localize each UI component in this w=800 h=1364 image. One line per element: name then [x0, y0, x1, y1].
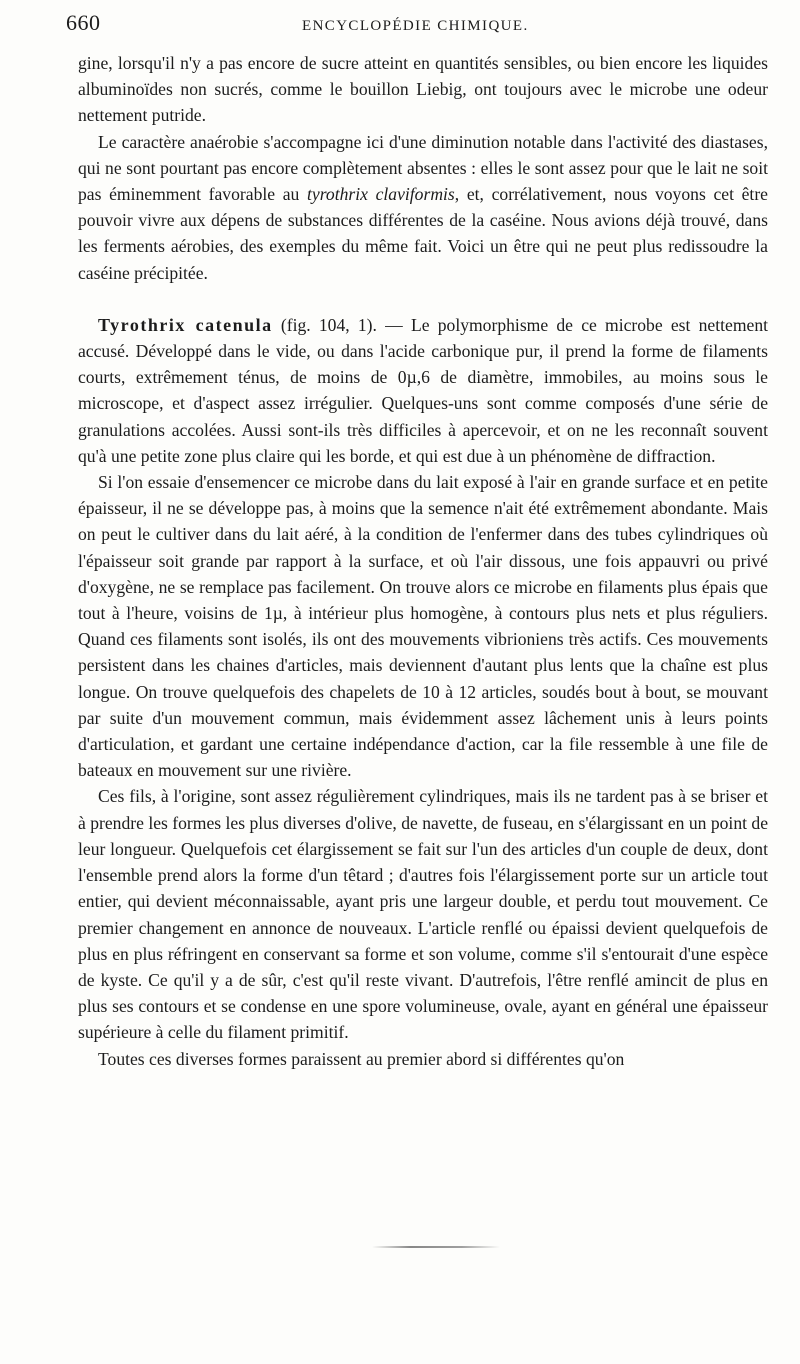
paragraph-continuation: gine, lorsqu'il n'y a pas encore de sucre atteint en quantités sensibles, ou bien encore les liquides albuminoïdes non sucrés, comme le bouillon Liebig, ont toujours avec le microbe une odeur nettement putride. [78, 53, 768, 126]
paragraph-forms: Ces fils, à l'origine, sont assez régulièrement cylindriques, mais ils ne tardent pas à se briser et à prendre les formes les plus diverses d'olive, de navette, de fuseau, en s'élargissant en un point de leur longueur. Quelquefois cet élargissement se fait sur l'un des articles d'un couple de deux, dont l'ensemble prend alors la forme d'un têtard ; d'autres fois l'élargissement porte sur un article tout entier, qui devient méconnaissable, ayant pris une largeur double, et perdu tout mouvement. Ce premier changement en annonce de nouveaux. L'article renflé ou épaissi devient quelquefois de plus en plus réfringent en conservant sa forme et son volume, comme s'il s'entourait d'une espèce de kyste. Ce qu'il y a de sûr, c'est qu'il reste vivant. D'autrefois, l'être renflé amincit de plus en plus ses contours et se condense en une spore volumineuse, ovale, ayant en général une épaisseur supérieure à celle du filament primitif. [78, 786, 769, 1043]
bottom-rule [372, 1246, 500, 1248]
paragraph-final: Toutes ces diverses formes paraissent au premier abord si différentes qu'on [98, 1048, 625, 1069]
species-heading: Tyrothrix catenula [98, 314, 273, 335]
paragraph-tyrothrix-catenula [78, 312, 768, 469]
paragraph-anaerobic [78, 129, 768, 286]
italic-species-name: tyrothrix claviformis [307, 184, 455, 205]
paragraph-text: , et, corrélativement, nous voyons cet être pouvoir vivre aux dépens de substances différentes de la caséine. Nous avions déjà trouvé, dans les ferments aérobies, des exemples du même fait. Voici un être qui ne peut plus redissoudre la caséine précipitée. [78, 184, 768, 283]
paragraph-text: Le caractère anaérobie s'accompagne ici d'une diminution notable dans l'activité des diastases, qui ne sont pourtant pas encore complètement absentes : elles le sont assez pour que le lait ne soit pas éminemment favorable au [78, 131, 768, 205]
paragraph-text: — Le polymorphisme de ce microbe est nettement accusé. Développé dans le vide, ou dans l'acide carbonique pur, il prend la forme de filaments courts, extrêmement ténus, de moins de 0µ,6 de diamètre, immobiles, au moins sous le microscope, et d'aspect assez irrégulier. Quelques-uns sont comme composés d'une série de granulations accolées. Aussi sont-ils très difficiles à apercevoir, et on ne les reconnaît souvent qu'à une petite zone plus claire qui les borde, et qui est due à un phénomène de diffraction. [78, 314, 768, 466]
page-header [66, 10, 760, 40]
paragraph-culture: Si l'on essaie d'ensemencer ce microbe dans du lait exposé à l'air en grande surface et en petite épaisseur, il ne se développe pas, à moins que la semence n'ait été extrêmement abondante. Mais on peut le cultiver dans du lait aéré, à la condition de l'enfermer dans des tubes cylindriques où l'épaisseur soit grande par rapport à la surface, et où l'air dissous, une fois appauvri ou privé d'oxygène, ne se remplace pas facilement. On trouve alors ce microbe en filaments plus épais que tout à l'heure, voisins de 1µ, à intérieur plus homogène, à contours plus nets et plus réguliers. Quand ces filaments sont isolés, ils ont des mouvements vibrioniens très actifs. Ces mouvements persistent dans les chaines d'articles, mais deviennent d'autant plus lents que la chaîne est plus longue. On trouve quelquefois des chapelets de 10 à 12 articles, soudés bout à bout, se mouvant par suite d'un mouvement commun, mais évidemment assez lâchement unis à leurs points d'articulation, et gardant une certaine indépendance d'action, car la file ressemble à une file de bateaux en mouvement sur une rivière. [78, 472, 768, 781]
figure-reference: (fig. 104, 1). [280, 314, 377, 335]
page-number: 660 [66, 10, 101, 35]
body-text [78, 50, 768, 1072]
running-title: ENCYCLOPÉDIE CHIMIQUE. [302, 18, 529, 34]
